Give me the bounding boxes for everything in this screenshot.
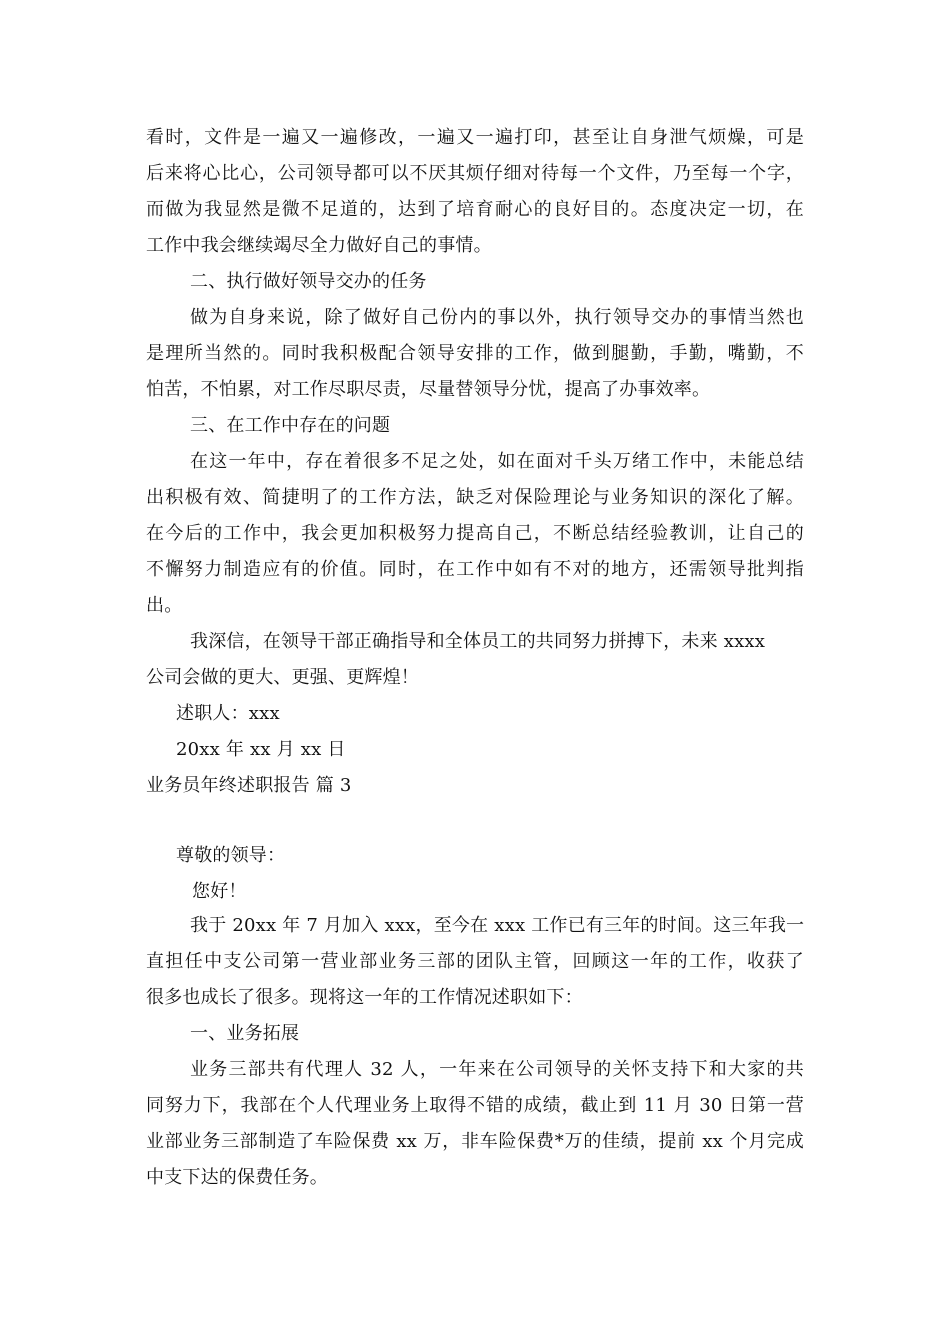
paragraph-line: 业务三部共有代理人 32 人，一年来在公司领导的关怀支持下和大家的共 bbox=[190, 1059, 804, 1080]
section-heading: 一、业务拓展 bbox=[190, 1023, 300, 1044]
paragraph-line: 同努力下，我部在个人代理业务上取得不错的成绩，截止到 11 月 30 日第一营 bbox=[146, 1095, 804, 1116]
paragraph-line: 而做为我显然是微不足道的，达到了培育耐心的良好目的。态度决定一切，在 bbox=[146, 199, 804, 220]
section-heading: 三、在工作中存在的问题 bbox=[190, 415, 391, 436]
paragraph-line: 出。 bbox=[146, 595, 183, 616]
paragraph-line: 在这一年中，存在着很多不足之处，如在面对千头万绪工作中，未能总结 bbox=[190, 451, 804, 472]
paragraph-line: 中支下达的保费任务。 bbox=[146, 1167, 328, 1188]
salutation: 尊敬的领导： bbox=[176, 845, 286, 866]
paragraph-line: 我深信，在领导干部正确指导和全体员工的共同努力拼搏下，未来 xxxx bbox=[190, 631, 766, 652]
paragraph-line: 怕苦，不怕累，对工作尽职尽责，尽量替领导分忧，提高了办事效率。 bbox=[146, 379, 711, 400]
paragraph-line: 工作中我会继续竭尽全力做好自己的事情。 bbox=[146, 235, 492, 256]
paragraph-line: 很多也成长了很多。现将这一年的工作情况述职如下： bbox=[146, 987, 583, 1008]
paragraph-line: 公司会做的更大、更强、更辉煌！ bbox=[146, 667, 419, 688]
signature-line: 述职人：xxx bbox=[176, 703, 280, 724]
paragraph-line: 直担任中支公司第一营业部业务三部的团队主管，回顾这一年的工作，收获了 bbox=[146, 951, 804, 972]
report-title: 业务员年终述职报告 篇 3 bbox=[146, 775, 352, 796]
paragraph-line: 在今后的工作中，我会更加积极努力提高自己，不断总结经验教训，让自己的 bbox=[146, 523, 804, 544]
paragraph-line: 业部业务三部制造了车险保费 xx 万，非车险保费*万的佳绩，提前 xx 个月完成 bbox=[146, 1131, 804, 1152]
paragraph-line: 做为自身来说，除了做好自己份内的事以外，执行领导交办的事情当然也 bbox=[190, 307, 804, 328]
greeting: 您好！ bbox=[192, 881, 247, 902]
paragraph-line: 出积极有效、简捷明了的工作方法，缺乏对保险理论与业务知识的深化了解。 bbox=[146, 487, 804, 508]
paragraph-line: 不懈努力制造应有的价值。同时，在工作中如有不对的地方，还需领导批判指 bbox=[146, 559, 804, 580]
paragraph-line: 后来将心比心，公司领导都可以不厌其烦仔细对待每一个文件，乃至每一个字， bbox=[146, 163, 804, 184]
date-line: 20xx 年 xx 月 xx 日 bbox=[176, 739, 346, 760]
section-heading: 二、执行做好领导交办的任务 bbox=[190, 271, 427, 292]
paragraph-line: 看时，文件是一遍又一遍修改，一遍又一遍打印，甚至让自身泄气烦燥，可是 bbox=[146, 127, 804, 148]
paragraph-line: 是理所当然的。同时我积极配合领导安排的工作，做到腿勤，手勤，嘴勤，不 bbox=[146, 343, 804, 364]
paragraph-line: 我于 20xx 年 7 月加入 xxx，至今在 xxx 工作已有三年的时间。这三年我一 bbox=[190, 915, 805, 936]
